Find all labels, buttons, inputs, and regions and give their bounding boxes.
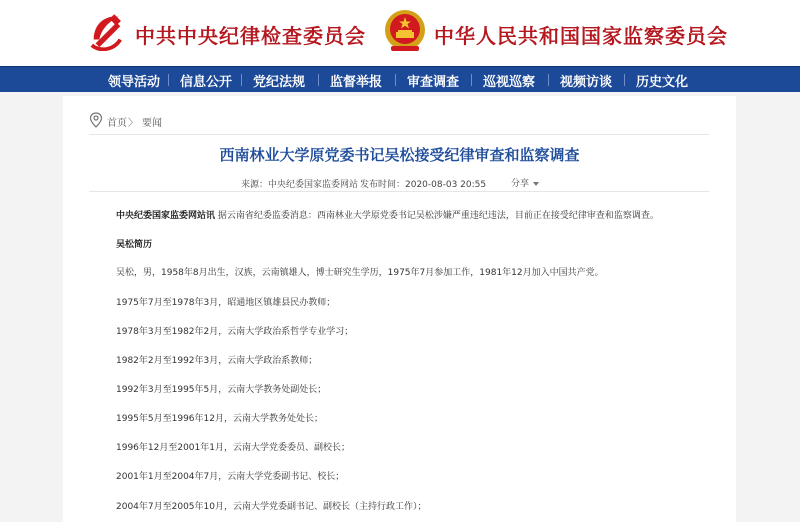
nav-item-supervision-report[interactable]: 监督举报 bbox=[330, 75, 383, 90]
breadcrumb-current[interactable]: 要闻 bbox=[142, 118, 162, 129]
nsc-title[interactable]: 中华人民共和国国家监察委员会 bbox=[434, 24, 728, 48]
divider bbox=[89, 191, 709, 192]
breadcrumb-home[interactable]: 首页 bbox=[107, 118, 127, 129]
national-emblem-icon bbox=[383, 8, 427, 54]
nav-item-history-culture[interactable]: 历史文化 bbox=[636, 75, 689, 90]
lead-paragraph bbox=[116, 208, 659, 221]
timeline-item: 1992年3月至1995年5月，云南大学教务处副处长； bbox=[116, 385, 327, 395]
nav-item-inspection[interactable]: 巡视巡察 bbox=[483, 75, 536, 90]
timeline-item: 1975年7月至1978年3月，昭通地区镇雄县民办教师； bbox=[116, 298, 336, 308]
share-button[interactable] bbox=[511, 176, 539, 189]
nav-separator bbox=[624, 74, 625, 86]
timeline-item: 1995年5月至1996年12月，云南大学教务处处长； bbox=[116, 414, 323, 424]
timeline-item: 2001年1月至2004年7月，云南大学党委副书记、校长； bbox=[116, 472, 345, 482]
timeline-item: 1996年12月至2001年1月，云南大学党委委员、副校长； bbox=[116, 443, 350, 453]
lead-text: 据云南省纪委监委消息：西南林业大学原党委书记吴松涉嫌严重违纪违法，目前正在接受纪律审查和监察调查。 bbox=[215, 211, 659, 221]
article-publish-time: 发布时间：2020-08-03 20:55 bbox=[360, 180, 487, 190]
article-container bbox=[63, 96, 736, 522]
cpc-ccdi-title[interactable]: 中共中央纪律检查委员会 bbox=[135, 24, 366, 48]
share-label: 分享 bbox=[511, 179, 530, 189]
breadcrumb-separator: 〉 bbox=[128, 118, 138, 129]
article-source: 来源：中央纪委国家监委网站 bbox=[241, 180, 359, 190]
main-nav bbox=[0, 66, 800, 92]
nav-item-leadership[interactable]: 领导活动 bbox=[108, 75, 161, 90]
timeline-item: 2004年7月至2005年10月，云南大学党委副书记、副校长（主持行政工作）； bbox=[116, 502, 427, 512]
nav-separator bbox=[548, 74, 549, 86]
location-pin-icon bbox=[89, 112, 103, 128]
nav-separator bbox=[395, 74, 396, 86]
site-header bbox=[0, 0, 800, 66]
timeline-item: 1978年3月至1982年2月，云南大学政治系哲学专业学习； bbox=[116, 327, 354, 337]
party-emblem-icon bbox=[88, 11, 126, 51]
nav-item-info-disclosure[interactable]: 信息公开 bbox=[180, 75, 233, 90]
nav-separator bbox=[318, 74, 319, 86]
nav-item-party-regulations[interactable]: 党纪法规 bbox=[253, 75, 306, 90]
nav-separator bbox=[168, 74, 169, 86]
nav-item-investigation[interactable]: 审查调查 bbox=[407, 75, 460, 90]
nav-separator bbox=[471, 74, 472, 86]
bio-intro: 吴松，男，1958年8月出生，汉族，云南镇雄人，博士研究生学历，1975年7月参加工作，1981年12月加入中国共产党。 bbox=[116, 268, 604, 278]
divider bbox=[89, 134, 709, 135]
timeline-item: 1982年2月至1992年3月，云南大学政治系教师； bbox=[116, 356, 318, 366]
lead-source: 中央纪委国家监委网站讯 bbox=[116, 211, 216, 221]
nav-item-video-interview[interactable]: 视频访谈 bbox=[560, 75, 613, 90]
chevron-down-icon bbox=[533, 182, 539, 186]
nav-separator bbox=[241, 74, 242, 86]
article-title: 西南林业大学原党委书记吴松接受纪律审查和监察调查 bbox=[219, 146, 580, 164]
bio-heading: 吴松简历 bbox=[116, 240, 153, 250]
